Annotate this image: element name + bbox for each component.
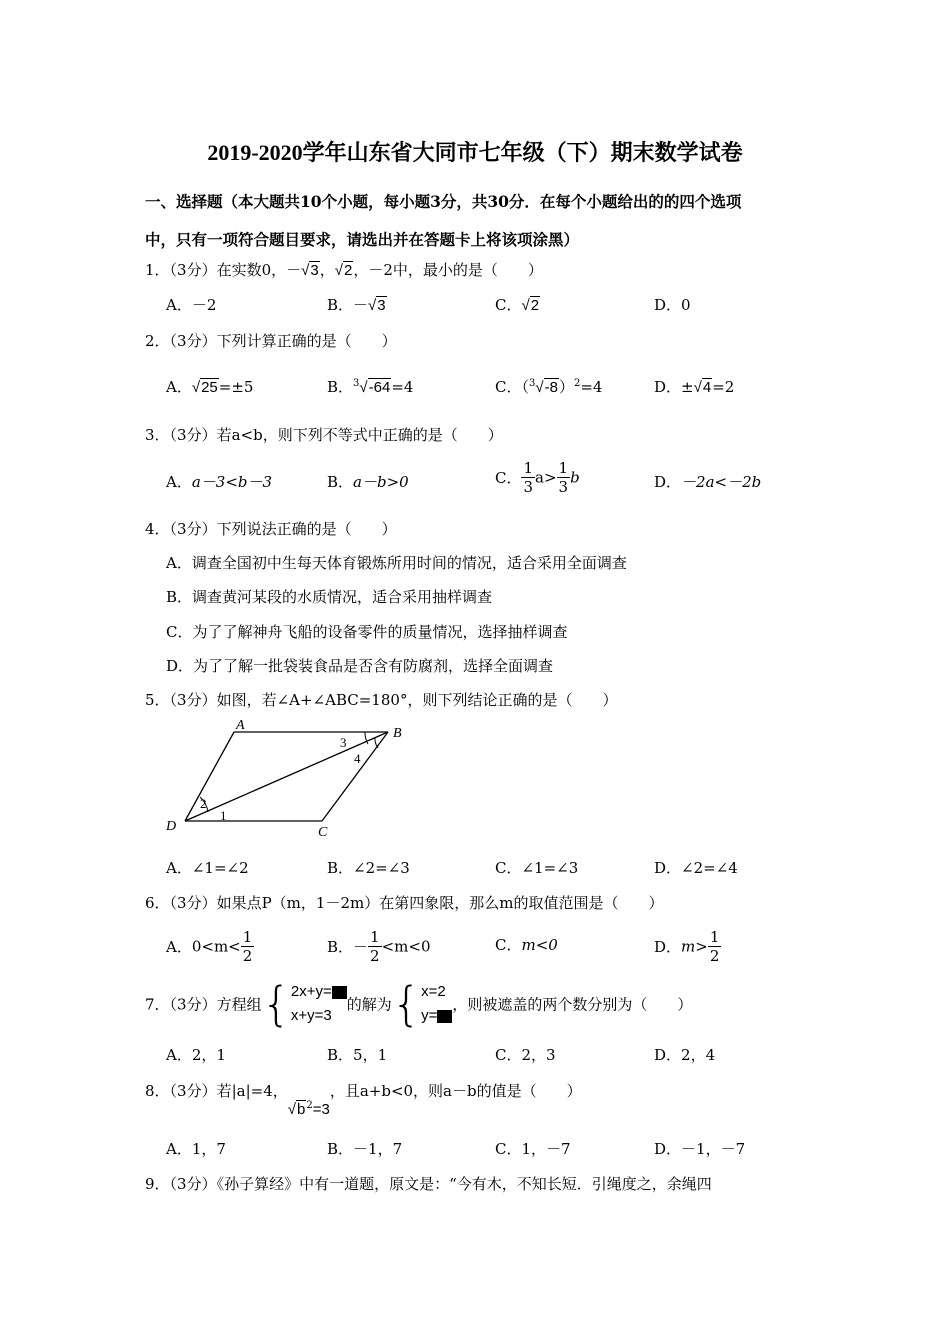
question-8: 8．（3分）若|a|=4，$√b^2=3$，且a+b<0，则a－b的值是（ ） <box>145 1082 582 1118</box>
q6-option-d <box>654 928 721 965</box>
q8-radicand: b <box>297 1101 306 1118</box>
q5-option-c <box>495 857 578 878</box>
q1-option-b-radicand: 3 <box>377 297 386 314</box>
q1-option-a-text: －2 <box>191 296 217 314</box>
question-3 <box>145 424 503 445</box>
q5-number: 5． <box>145 691 170 709</box>
solution-line-1: x=2 <box>421 983 446 1000</box>
q6-option-b-tail: <m<0 <box>381 937 431 956</box>
q3-option-b-text: a－b>0 <box>353 473 409 491</box>
q2-option-a-tail: =±5 <box>218 378 254 396</box>
angle-3-label: 3 <box>340 735 347 750</box>
q2-option-c: C．$(^3√-8)^2=4$ <box>495 378 603 396</box>
q4-points: （3分） <box>169 520 217 538</box>
q6-option-c-text: m<0 <box>521 936 558 954</box>
q7-stem-b: 的解为 <box>346 995 392 1014</box>
q6-option-d-denominator: 2 <box>709 947 720 965</box>
q4-option-b: B．调查黄河某段的水质情况，适合采用抽样调查 <box>166 588 493 606</box>
vertex-d-label: D <box>166 819 177 834</box>
question-5 <box>145 689 617 710</box>
q4-option-a: A．调查全国初中生每天体育锻炼所用时间的情况，适合采用全面调查 <box>166 554 627 572</box>
q8-option-b <box>327 1138 402 1159</box>
q1-option-d-label: D． <box>654 296 682 314</box>
q5-option-b-label: B． <box>327 859 354 877</box>
q3-option-c-label: C． <box>495 469 522 487</box>
angle-2-label: 2 <box>200 796 207 811</box>
section-heading-line1: 一、选择题（本大题共10个小题，每小题3分，共30分．在每个小题给出的的四个选项 <box>145 192 742 211</box>
q8-stem-a: 若|a|=4， <box>216 1082 288 1100</box>
q3-option-c-denominator-1: 3 <box>523 478 534 496</box>
q9-stem: 《孙子算经》中有一道题，原文是：“今有木，不知长短．引绳度之，余绳四 <box>216 1175 712 1193</box>
q5-option-b <box>327 857 410 878</box>
q3-number: 3． <box>145 426 170 444</box>
q7-option-b-text: 5，1 <box>353 1046 388 1064</box>
q8-option-b-label: B． <box>327 1140 354 1158</box>
q5-option-a <box>166 857 249 878</box>
q3-option-b <box>327 471 409 492</box>
q1-option-b-label: B． <box>327 296 354 314</box>
q2-option-d: D．±√4=2 <box>654 378 735 396</box>
q3-option-d-label: D． <box>654 473 682 491</box>
q8-option-a <box>166 1138 226 1159</box>
q2-option-c-exponent: 2 <box>573 378 581 389</box>
q2-option-a-label: A． <box>166 378 192 396</box>
vertex-c-label: C <box>318 825 328 840</box>
q6-option-b-sign: － <box>353 938 369 956</box>
q2-option-a-radicand: 25 <box>201 379 218 396</box>
q8-option-d <box>654 1138 745 1159</box>
q4-number: 4． <box>145 520 170 538</box>
q1-option-b: B．－√3 <box>327 296 386 314</box>
q2-option-b-label: B． <box>327 378 354 396</box>
q3-option-b-label: B． <box>327 473 354 491</box>
edge-da <box>185 732 234 821</box>
q7-points: （3分） <box>169 995 217 1014</box>
q8-option-a-label: A． <box>166 1140 192 1158</box>
q8-option-c-label: C． <box>495 1140 522 1158</box>
hidden-number-box-1 <box>332 986 347 999</box>
q3-option-d <box>654 471 761 492</box>
q4-option-d: D．为了了解一批袋装食品是否含有防腐剂，选择全面调查 <box>166 657 554 675</box>
q5-option-a-text: ∠1=∠2 <box>191 859 249 877</box>
diagonal-db <box>185 732 388 821</box>
q5-stem: 如图，若∠A+∠ABC=180°，则下列结论正确的是（ ） <box>216 691 618 709</box>
q2-option-c-radicand: -8 <box>544 379 558 396</box>
q4-stem: 下列说法正确的是（ ） <box>216 520 397 538</box>
q5-option-c-text: ∠1=∠3 <box>521 859 579 877</box>
q1-option-a-label: A． <box>166 296 192 314</box>
q6-option-a-label: A． <box>166 938 192 956</box>
q6-option-b-denominator: 2 <box>370 947 380 965</box>
q2-option-d-sign: ± <box>681 378 694 396</box>
q2-option-b-index: 3 <box>353 378 360 389</box>
q9-number: 9． <box>145 1175 170 1193</box>
q1-stem-a: 在实数0，－ <box>216 261 302 279</box>
q7-number: 7． <box>145 995 170 1014</box>
q2-option-c-label: C． <box>495 378 522 396</box>
q8-option-b-text: －1，7 <box>353 1140 403 1158</box>
q8-option-d-text: －1，－7 <box>681 1140 746 1158</box>
q1-option-c-radicand: 2 <box>530 297 540 314</box>
q7-option-b-label: B． <box>327 1046 354 1064</box>
q8-option-a-text: 1，7 <box>191 1140 226 1158</box>
q1-radicand-1: 3 <box>310 262 319 279</box>
question-9 <box>145 1173 712 1194</box>
q9-points: （3分） <box>169 1175 217 1193</box>
q2-points: （3分） <box>169 332 217 350</box>
q8-option-c-text: 1，－7 <box>521 1140 571 1158</box>
q3-option-c-denominator-2: 3 <box>558 478 569 496</box>
q6-option-d-label: D． <box>654 938 682 956</box>
angle-4-label: 4 <box>354 751 361 766</box>
q1-option-c-label: C． <box>495 296 522 314</box>
q3-points: （3分） <box>169 426 217 444</box>
q5-option-b-text: ∠2=∠3 <box>353 859 410 877</box>
parallelogram-figure <box>150 712 420 842</box>
solution-line-2: y= <box>421 1007 438 1024</box>
q6-option-a <box>166 928 254 965</box>
q4-option-c: C．为了了解神舟飞船的设备零件的质量情况，选择抽样调查 <box>166 623 568 641</box>
question-7: 7．（3分）方程组{2x+y= x+y=3的解为{x=2 y=，则被遮盖的两个数分别为（ ） <box>145 977 693 1031</box>
q7-option-a-label: A． <box>166 1046 192 1064</box>
q6-stem: 如果点P（m，1－2m）在第四象限，那么m的取值范围是（ ） <box>216 894 664 912</box>
q1-radicand-2: 2 <box>343 262 353 279</box>
q1-stem-c: ，－2中，最小的是（ ） <box>353 261 543 279</box>
q5-option-a-label: A． <box>166 859 192 877</box>
q7-option-a <box>166 1044 226 1065</box>
hidden-number-box-2 <box>437 1010 452 1023</box>
question-1: 1．（3分）在实数0，－√3，√2，－2中，最小的是（ ） <box>145 261 543 279</box>
q2-option-d-tail: =2 <box>712 378 735 396</box>
q2-stem: 下列计算正确的是（ ） <box>216 332 397 350</box>
solution-system <box>421 980 452 1028</box>
q5-option-d <box>654 857 738 878</box>
section-heading-line2: 中，只有一项符合题目要求，请选出并在答题卡上将该项涂黑） <box>145 230 580 249</box>
vertex-a-label: A <box>236 718 245 733</box>
question-4 <box>145 518 397 539</box>
q8-option-d-label: D． <box>654 1140 682 1158</box>
q2-number: 2． <box>145 332 170 350</box>
q3-stem: 若a<b，则下列不等式中正确的是（ ） <box>216 426 503 444</box>
equation-system <box>291 980 347 1028</box>
q6-option-d-numerator: 1 <box>709 928 720 946</box>
q3-option-a-text: a－3<b－3 <box>191 473 273 491</box>
question-2 <box>145 330 397 351</box>
q1-option-b-sign: － <box>353 296 369 314</box>
q3-option-d-text: －2a<－2b <box>681 473 762 491</box>
q6-points: （3分） <box>169 894 217 912</box>
q7-option-b <box>327 1044 387 1065</box>
q2-option-b: B．$^3$√-64=4 <box>327 378 414 396</box>
page-title: 2019-2020学年山东省大同市七年级（下）期末数学试卷 <box>207 140 743 165</box>
q6-option-b-numerator: 1 <box>370 928 380 946</box>
q1-option-a <box>166 294 216 315</box>
q2-option-c-close: ） <box>558 378 574 396</box>
q3-option-c <box>495 459 580 496</box>
q2-option-c-open: （ <box>521 378 529 396</box>
q7-stem-c: ，则被遮盖的两个数分别为（ ） <box>452 995 693 1014</box>
q3-option-a <box>166 471 272 492</box>
q8-radical-tail: =3 <box>312 1101 330 1118</box>
q7-option-a-text: 2，1 <box>191 1046 226 1064</box>
q3-option-c-numerator-2: 1 <box>558 459 569 477</box>
system-line-2: x+y=3 <box>290 1007 332 1024</box>
q8-exponent: 2 <box>306 1100 313 1111</box>
q3-option-c-relation: a> <box>535 468 557 487</box>
edge-cb <box>322 732 388 821</box>
question-6 <box>145 892 663 913</box>
q2-option-b-tail: =4 <box>391 378 414 396</box>
q2-option-b-radicand: -64 <box>368 379 391 396</box>
q1-number: 1． <box>145 261 170 279</box>
q7-option-c-text: 2，3 <box>521 1046 556 1064</box>
q6-option-d-text: m> <box>681 937 708 956</box>
q6-option-c <box>495 934 558 955</box>
q1-stem-b: ， <box>319 261 335 279</box>
q6-option-a-denominator: 2 <box>242 947 253 965</box>
q5-points: （3分） <box>169 691 217 709</box>
q8-stem-b: ，且a+b<0，则a－b的值是（ ） <box>329 1082 582 1100</box>
q2-option-a: A．√25=±5 <box>166 378 254 396</box>
q1-points: （3分） <box>169 261 217 279</box>
q7-option-d-label: D． <box>654 1046 682 1064</box>
q8-points: （3分） <box>169 1082 217 1100</box>
q7-option-d <box>654 1044 715 1065</box>
q1-option-d-text: 0 <box>681 296 691 314</box>
q7-option-d-text: 2，4 <box>681 1046 716 1064</box>
q1-option-d <box>654 294 691 315</box>
q6-option-a-numerator: 1 <box>242 928 253 946</box>
q8-option-c <box>495 1138 571 1159</box>
q3-option-c-tail: b <box>570 468 580 487</box>
q8-number: 8． <box>145 1082 170 1100</box>
q6-number: 6． <box>145 894 170 912</box>
q5-option-d-text: ∠2=∠4 <box>681 859 738 877</box>
q2-option-c-index: 3 <box>529 378 536 389</box>
q6-option-c-label: C． <box>495 936 522 954</box>
q2-option-d-radicand: 4 <box>702 379 712 396</box>
q6-option-a-text: 0<m< <box>191 937 241 956</box>
q6-option-b <box>327 928 431 965</box>
angle-1-label: 1 <box>220 808 227 823</box>
q2-option-d-label: D． <box>654 378 682 396</box>
q3-option-a-label: A． <box>166 473 192 491</box>
vertex-b-label: B <box>393 726 402 741</box>
q5-option-d-label: D． <box>654 859 682 877</box>
q5-option-c-label: C． <box>495 859 522 877</box>
q7-stem-a: 方程组 <box>216 995 262 1014</box>
system-line-1: 2x+y= <box>290 983 332 1000</box>
q7-option-c-label: C． <box>495 1046 522 1064</box>
q6-option-b-label: B． <box>327 938 354 956</box>
q3-option-c-numerator-1: 1 <box>523 459 534 477</box>
q7-option-c <box>495 1044 556 1065</box>
q2-option-c-tail: =4 <box>580 378 603 396</box>
q1-option-c: C．√2 <box>495 296 540 314</box>
